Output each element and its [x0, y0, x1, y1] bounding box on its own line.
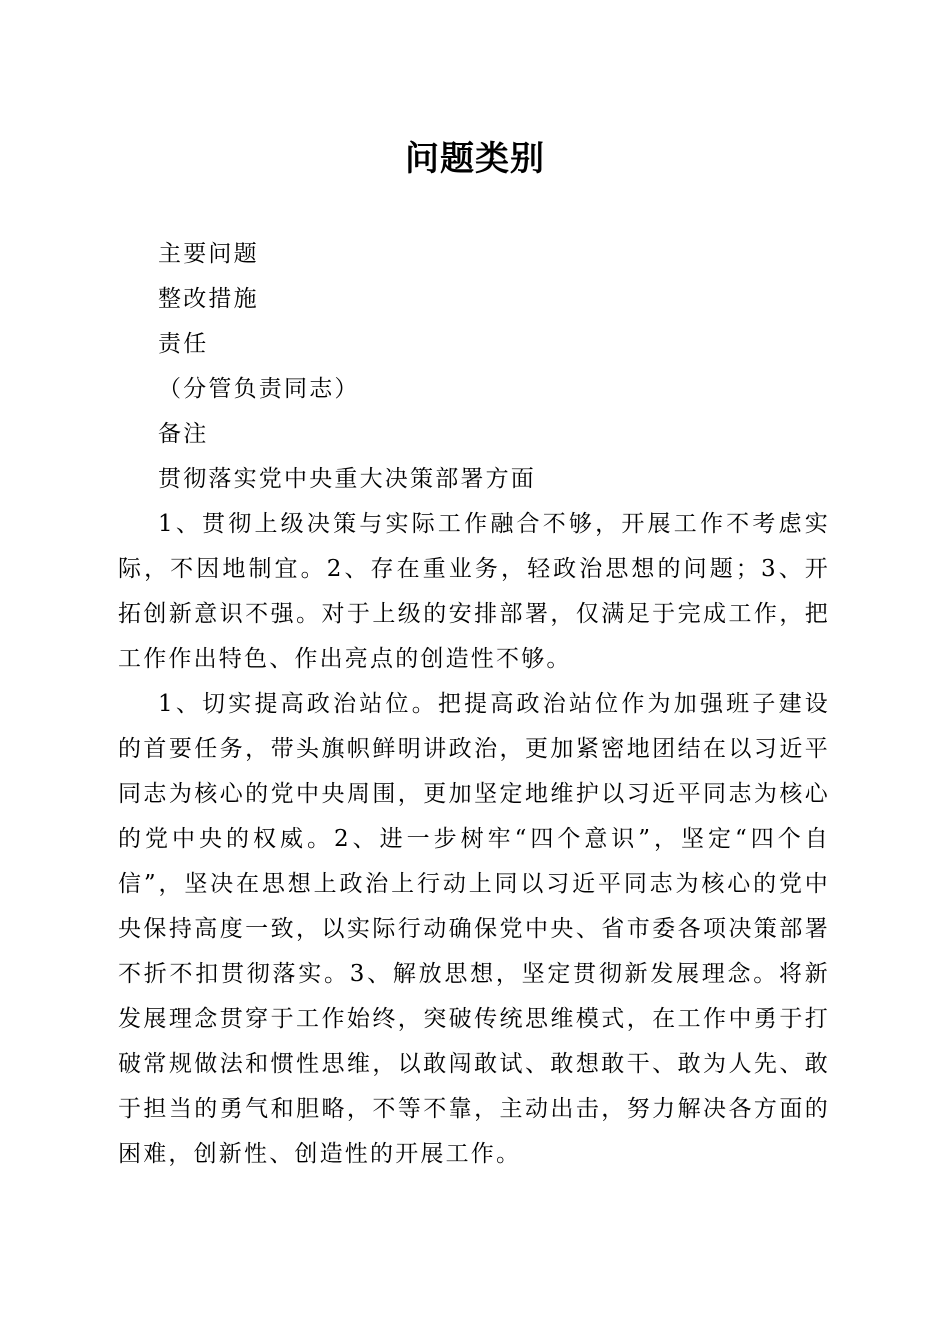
label-main-problem: 主要问题 [158, 241, 259, 267]
paragraph-problems: 1、贯彻上级决策与实际工作融合不够，开展工作不考虑实际，不因地制宜。2、存在重业务，轻政治思想的问题；3、开拓创新意识不强。对于上级的安排部署，仅满足于完成工作，把工作作出特色、作出亮点的创造性不够。 [118, 511, 830, 672]
label-responsible-comrade: （分管负责同志） [158, 376, 360, 402]
label-category-heading: 贯彻落实党中央重大决策部署方面 [158, 466, 536, 492]
label-remarks: 备注 [158, 421, 209, 447]
document-body [118, 232, 830, 1177]
label-rectification-measures: 整改措施 [158, 286, 259, 312]
label-responsibility: 责任 [158, 331, 209, 357]
document-title: 问题类别 [405, 139, 545, 179]
paragraph-measures: 1、切实提高政治站位。把提高政治站位作为加强班子建设的首要任务，带头旗帜鲜明讲政治，更加紧密地团结在以习近平同志为核心的党中央周围，更加坚定地维护以习近平同志为核心的党中央的权威。2、进一步树牢“四个意识”，坚定“四个自信”，坚决在思想上政治上行动上同以习近平同志为核心的党中央保持高度一致，以实际行动确保党中央、省市委各项决策部署不折不扣贯彻落实。3、解放思想，坚定贯彻新发展理念。将新发展理念贯穿于工作始终，突破传统思维模式，在工作中勇于打破常规做法和惯性思维，以敢闯敢试、敢想敢干、敢为人先、敢于担当的勇气和胆略，不等不靠，主动出击，努力解决各方面的困难，创新性、创造性的开展工作。 [118, 691, 830, 1167]
